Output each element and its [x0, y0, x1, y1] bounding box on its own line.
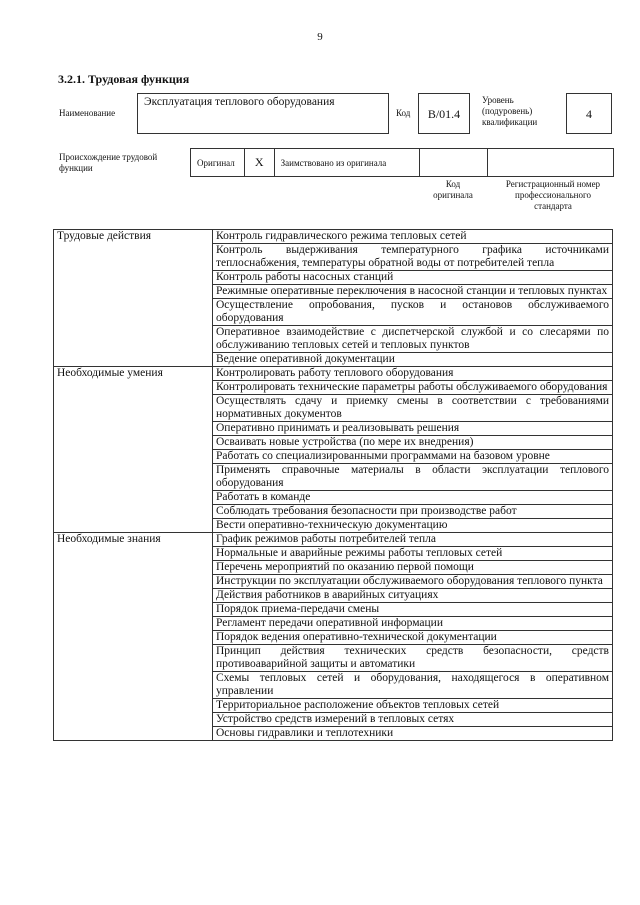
name-field: Эксплуатация теплового оборудования: [137, 93, 389, 134]
item-cell: Устройство средств измерений в тепловых сетях: [213, 713, 613, 727]
item-cell: Перечень мероприятий по оказанию первой помощи: [213, 561, 613, 575]
item-cell: Работать со специализированными программами на базовом уровне: [213, 450, 613, 464]
level-label-line-1: Уровень: [482, 95, 514, 105]
item-cell: Осуществлять сдачу и приемку смены в соответствии с требованиями нормативных документов: [213, 395, 613, 422]
origin-original-cell: Оригинал: [191, 149, 245, 176]
item-cell: Порядок приема-передачи смены: [213, 603, 613, 617]
name-label: Наименование: [59, 108, 116, 118]
item-cell: Оперативно принимать и реализовывать решения: [213, 422, 613, 436]
table-row: [54, 533, 613, 547]
item-cell: Контроль гидравлического режима тепловых сетей: [213, 230, 613, 244]
item-cell: Контролировать работу теплового оборудования: [213, 367, 613, 381]
item-cell: Работать в команде: [213, 491, 613, 505]
item-cell: Схемы тепловых сетей и оборудования, находящегося в оперативном управлении: [213, 672, 613, 699]
level-label-line-2: (подуровень): [482, 106, 533, 116]
table-row: [54, 230, 613, 244]
origin-label: [59, 152, 157, 174]
reg-caption-line-3: стандарта: [534, 201, 572, 211]
item-cell: График режимов работы потребителей тепла: [213, 533, 613, 547]
item-cell: Ведение оперативной документации: [213, 353, 613, 367]
item-cell: Применять справочные материалы в области эксплуатации теплового оборудования: [213, 464, 613, 491]
item-cell: Действия работников в аварийных ситуациях: [213, 589, 613, 603]
code-caption-line-2: оригинала: [433, 190, 473, 200]
level-label: [482, 95, 537, 128]
category-cell: Необходимые умения: [54, 367, 213, 533]
item-cell: Оперативное взаимодействие с диспетчерской службой и со слесарями по обслуживанию тепловых сетей и тепловых пунктов: [213, 326, 613, 353]
origin-code-cell: [420, 149, 488, 176]
item-cell: Контроль выдерживания температурного графика источниками теплоснабжения, температуры обратной воды от потребителей тепла: [213, 244, 613, 271]
code-caption: [420, 179, 486, 201]
origin-borrowed-cell: Заимствовано из оригинала: [275, 149, 420, 176]
item-cell: Территориальное расположение объектов тепловых сетей: [213, 699, 613, 713]
code-caption-line-1: Код: [445, 179, 461, 189]
reg-caption-line-1: Регистрационный номер: [505, 179, 601, 189]
origin-label-line-2: функции: [59, 163, 93, 173]
level-field: 4: [566, 93, 612, 134]
page-number: 9: [317, 31, 323, 43]
item-cell: Режимные оперативные переключения в насосной станции и тепловых пунктах: [213, 285, 613, 299]
category-cell: Трудовые действия: [54, 230, 213, 367]
reg-caption: [490, 179, 616, 212]
item-cell: Осваивать новые устройства (по мере их внедрения): [213, 436, 613, 450]
item-cell: Контролировать технические параметры работы обслуживаемого оборудования: [213, 381, 613, 395]
section-title: 3.2.1. Трудовая функция: [58, 72, 190, 86]
category-cell: Необходимые знания: [54, 533, 213, 741]
item-cell: Нормальные и аварийные режимы работы тепловых сетей: [213, 547, 613, 561]
reg-caption-line-2: профессионального: [515, 190, 591, 200]
item-cell: Основы гидравлики и теплотехники: [213, 727, 613, 741]
item-cell: Вести оперативно-техническую документацию: [213, 519, 613, 533]
item-cell: Осуществление опробования, пусков и остановов обслуживаемого оборудования: [213, 299, 613, 326]
item-cell: Порядок ведения оперативно-технической документации: [213, 631, 613, 645]
item-cell: Регламент передачи оперативной информации: [213, 617, 613, 631]
function-table: [53, 229, 613, 741]
code-field: B/01.4: [418, 93, 470, 134]
origin-box: [190, 148, 614, 177]
code-label: Код: [396, 108, 411, 118]
item-cell: Инструкции по эксплуатации обслуживаемого оборудования теплового пункта: [213, 575, 613, 589]
origin-reg-cell: [488, 149, 613, 176]
table-row: [54, 367, 613, 381]
origin-mark-cell: X: [245, 149, 275, 176]
level-label-line-3: квалификации: [482, 117, 538, 127]
origin-label-line-1: Происхождение трудовой: [59, 152, 158, 162]
item-cell: Соблюдать требования безопасности при производстве работ: [213, 505, 613, 519]
item-cell: Контроль работы насосных станций: [213, 271, 613, 285]
item-cell: Принцип действия технических средств безопасности, средств противоаварийной защиты и автоматики: [213, 645, 613, 672]
